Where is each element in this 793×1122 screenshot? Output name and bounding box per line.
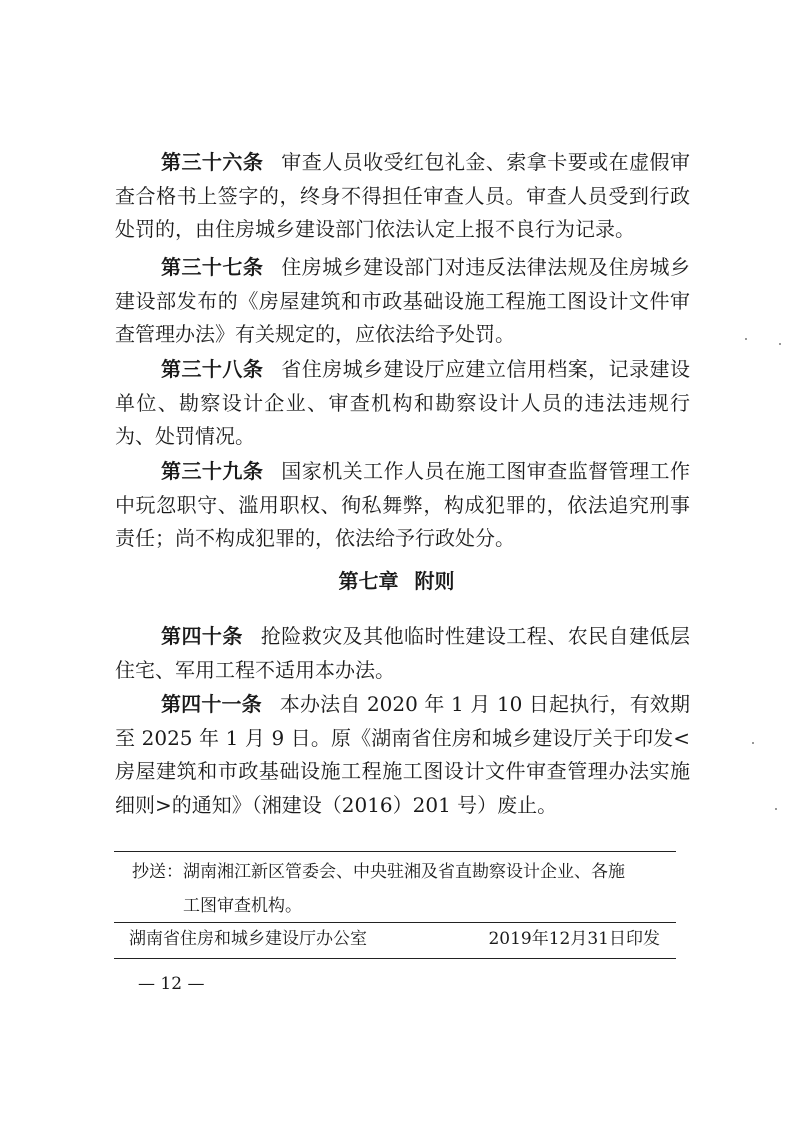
article-text: 国家机关工作人员在施工图审查监督管理工作中玩忽职守、滥用职权、徇私舞弊，构成犯罪的，依法追究刑事责任；尚不构成犯罪的，依法给予行政处分。 bbox=[115, 459, 691, 551]
scan-speck bbox=[752, 742, 754, 744]
article-39 bbox=[115, 455, 690, 556]
article-number: 第三十七条 bbox=[161, 255, 264, 279]
scan-speck bbox=[745, 338, 747, 340]
footer-rule-bottom bbox=[114, 958, 676, 959]
article-number: 第四十一条 bbox=[161, 692, 262, 716]
article-38 bbox=[115, 353, 690, 454]
cc-line-1: 抄送：湖南湘江新区管委会、中央驻湘及省直勘察设计企业、各施 bbox=[132, 862, 625, 882]
issue-date: 2019年12月31日印发 bbox=[488, 929, 660, 949]
article-37 bbox=[115, 251, 690, 352]
chapter-title: 附则 bbox=[414, 569, 455, 593]
footer-rule-middle bbox=[114, 922, 676, 923]
footer-rule-top bbox=[114, 851, 676, 852]
article-36 bbox=[115, 146, 690, 247]
article-text: 抢险救灾及其他临时性建设工程、农民自建低层住宅、军用工程不适用本办法。 bbox=[115, 624, 691, 682]
article-40 bbox=[115, 620, 690, 687]
article-number: 第三十九条 bbox=[161, 459, 264, 483]
article-41 bbox=[115, 688, 690, 823]
chapter-heading bbox=[0, 566, 793, 596]
page-number: — 12 — bbox=[138, 974, 205, 994]
scan-speck bbox=[779, 343, 781, 345]
article-text: 住房城乡建设部门对违反法律法规及住房城乡建设部发布的《房屋建筑和市政基础设施工程施工图设计文件审查管理办法》有关规定的，应依法给予处罚。 bbox=[115, 255, 691, 347]
issuing-office: 湖南省住房和城乡建设厅办公室 bbox=[129, 929, 367, 949]
cc-list bbox=[132, 855, 652, 923]
article-number: 第三十八条 bbox=[161, 357, 264, 381]
cc-line-2: 工图审查机构。 bbox=[183, 896, 302, 916]
article-text: 本办法自 2020 年 1 月 10 日起执行，有效期至 2025 年 1 月 9 日。原《湖南省住房和城乡建设厅关于印发<房屋建筑和市政基础设施工程施工图设计文件审查管理办法实施细则>的通知》（湘建设（2016）201 号）废止。 bbox=[115, 692, 691, 818]
article-number: 第四十条 bbox=[161, 624, 243, 648]
scan-speck bbox=[775, 808, 777, 810]
chapter-number: 第七章 bbox=[338, 569, 399, 593]
article-text: 省住房城乡建设厅应建立信用档案，记录建设单位、勘察设计企业、审查机构和勘察设计人员的违法违规行为、处罚情况。 bbox=[115, 357, 691, 449]
article-text: 审查人员收受红包礼金、索拿卡要或在虚假审查合格书上签字的，终身不得担任审查人员。审查人员受到行政处罚的，由住房城乡建设部门依法认定上报不良行为记录。 bbox=[115, 150, 691, 242]
article-number: 第三十六条 bbox=[161, 150, 264, 174]
